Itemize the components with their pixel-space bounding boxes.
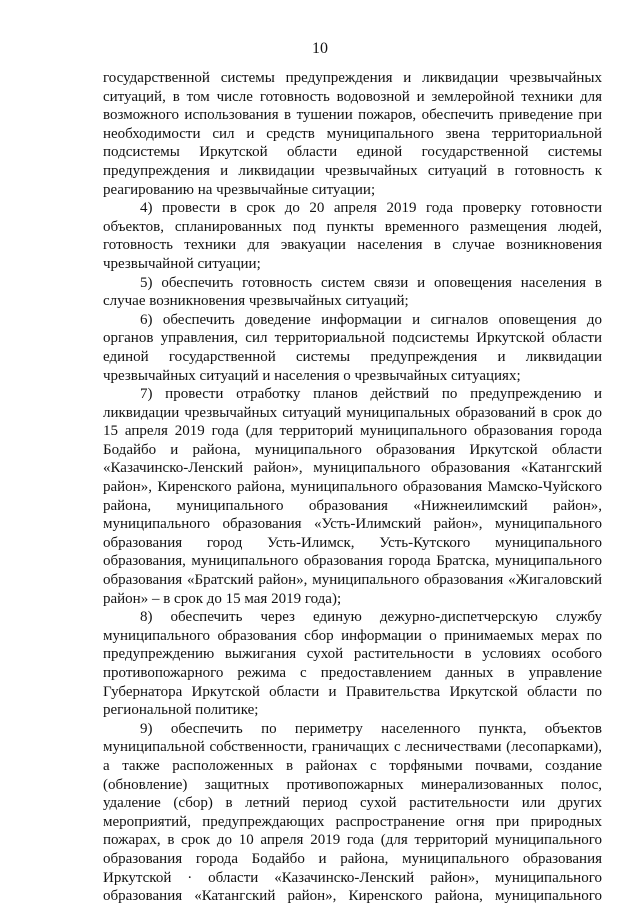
paragraph-item-4: 4) провести в срок до 20 апреля 2019 года проверку готовности объектов, спланированных под пункты временного размещения людей, готовность техники для эвакуации населения в случае возникновения чрезвычайной ситуации; xyxy=(103,200,602,272)
paragraph-item-7: 7) провести отработку планов действий по предупреждению и ликвидации чрезвычайных ситуаций муниципальных образований в срок до 15 апреля 2019 года (для территорий муниципального образования города Бодайбо и района, муниципального образования Иркутской области «Казачинско-Ленский район», муниципального образования «Катангский район», Киренского района, муниципального образования Мамско-Чуйского района, муниципального образования «Нижнеилимский район», муниципального образования «Усть-Илимский район», муниципального образования город Усть-Илимск, Усть-Кутского муниципального образования, муниципального образования города Братска, муниципального образования «Братский район», муниципального образования «Жигаловский район» – в срок до 15 мая 2019 года); xyxy=(103,386,602,607)
paragraph-item-6: 6) обеспечить доведение информации и сигналов оповещения до органов управления, сил территориальной подсистемы Иркутской области единой государственной системы предупреждения и ликвидации чрезвычайных ситуаций и населения о чрезвычайных ситуациях; xyxy=(103,311,602,384)
document-body xyxy=(103,69,602,906)
page-number: 10 xyxy=(312,40,328,57)
paragraph-item-5: 5) обеспечить готовность систем связи и оповещения населения в случае возникновения чрезвычайных ситуаций; xyxy=(103,274,602,310)
paragraph-item-9: 9) обеспечить по периметру населенного пункта, объектов муниципальной собственности, граничащих с лесничествами (лесопарками), а также расположенных в районах с торфяными почвами, создание (обновление) защитных противопожарных минерализованных полос, удаление (сбор) в летний период сухой растительности или других мероприятий, предупреждающих распространение огня при природных пожарах, в срок до 10 апреля 2019 года (для территорий муниципального образования города Бодайбо и района, муниципального образования Иркутской · области «Казачинско-Ленский район», муниципального образования «Катангский район», Киренского района, муниципального xyxy=(103,720,602,905)
paragraph-item-8: 8) обеспечить через единую дежурно-диспетчерскую службу муниципального образования сбор информации о принимаемых мерах по предупреждению выжигания сухой растительности в условиях особого противопожарного режима с предоставлением данных в управление Губернатора Иркутской области и Правительства Иркутской области по региональной политике; xyxy=(103,609,602,719)
paragraph-continuation: государственной системы предупреждения и ликвидации чрезвычайных ситуаций, в том числе готовность водовозной и землеройной техники для возможного использования в тушении пожаров, обеспечить приведение при необходимости сил и средств муниципального звена территориальной подсистемы Иркутской области единой государственной системы предупреждения и ликвидации чрезвычайных ситуаций в готовность к реагированию на чрезвычайные ситуации; xyxy=(103,70,602,198)
